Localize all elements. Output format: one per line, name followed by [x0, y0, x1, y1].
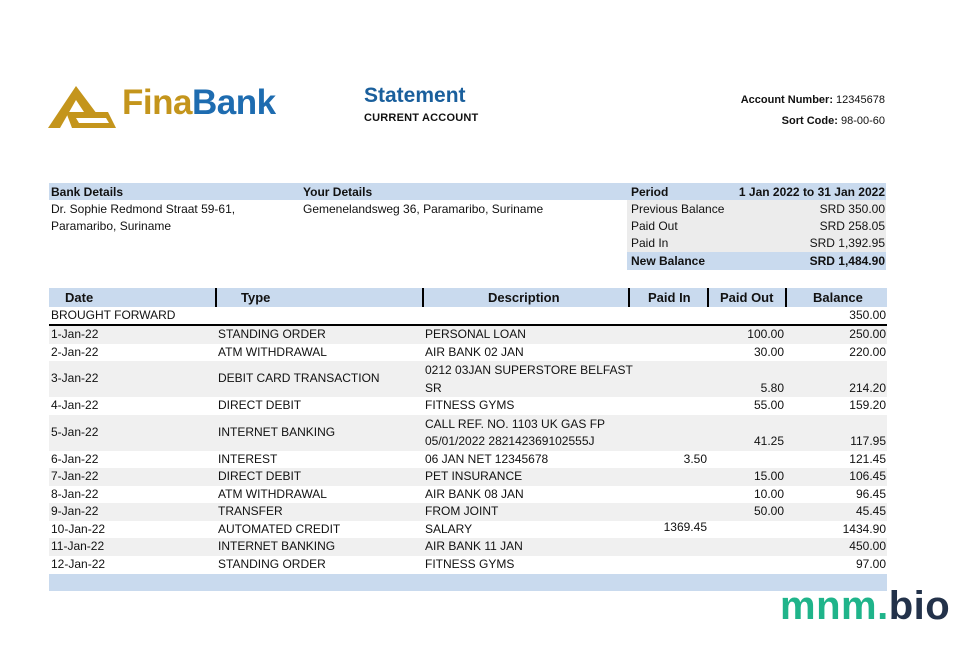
- cell-description: AIR BANK 08 JAN: [425, 486, 524, 501]
- cell-date: 8-Jan-22: [51, 486, 99, 501]
- cell-paid-out: 50.00: [753, 504, 784, 518]
- cell-date: 7-Jan-22: [51, 469, 99, 483]
- cell-paid-out: 55.00: [753, 398, 784, 412]
- cell-paid-out: 41.25: [753, 434, 784, 448]
- cell-date: 12-Jan-22: [51, 556, 106, 571]
- cell-type: DIRECT DEBIT: [218, 398, 302, 412]
- cell-type: ATM WITHDRAWAL: [218, 344, 327, 359]
- table-row: [49, 556, 887, 574]
- cell-description: FITNESS GYMS: [425, 556, 515, 571]
- period-value: 1 Jan 2022 to 31 Jan 2022: [738, 185, 885, 199]
- statement-title: Statement: [364, 84, 466, 107]
- watermark: [780, 581, 950, 631]
- finabank-logo: [46, 80, 296, 130]
- table-footer-bar: [49, 574, 887, 591]
- cell-description: AIR BANK 11 JAN: [425, 539, 523, 553]
- cell-type: AUTOMATED CREDIT: [218, 521, 341, 536]
- column-divider: [785, 288, 787, 307]
- cell-description: FITNESS GYMS: [425, 398, 515, 412]
- cell-type: ATM WITHDRAWAL: [218, 486, 327, 501]
- statement-title-block: [364, 84, 478, 124]
- cell-balance: 250.00: [849, 327, 886, 341]
- cell-description: AIR BANK 02 JAN: [425, 344, 524, 359]
- cell-date: 9-Jan-22: [51, 504, 99, 518]
- cell-paid-out: 100.00: [747, 327, 784, 341]
- cell-description-line2: SR: [425, 380, 442, 395]
- column-header-date: Date: [65, 290, 94, 305]
- paid-out-value: SRD 258.05: [819, 219, 885, 233]
- cell-description-line2: 05/01/2022 282142369102555J: [425, 434, 595, 448]
- account-number-line: [741, 90, 885, 111]
- table-row: [49, 503, 887, 521]
- cell-description: FROM JOINT: [425, 504, 499, 518]
- cell-paid-out: 10.00: [753, 486, 784, 501]
- column-divider: [422, 288, 424, 307]
- cell-description: PET INSURANCE: [425, 469, 523, 483]
- column-divider: [707, 288, 709, 307]
- your-address: Gemenelandsweg 36, Paramaribo, Suriname: [303, 202, 544, 216]
- logo-wordmark: [122, 82, 276, 124]
- cell-type: DIRECT DEBIT: [218, 469, 302, 483]
- bank-details-label: Bank Details: [51, 185, 124, 199]
- cell-balance: 121.45: [849, 451, 886, 466]
- bank-address-line1: Dr. Sophie Redmond Straat 59-61,: [51, 202, 236, 216]
- sort-code-line: [741, 111, 885, 132]
- brought-forward-row: [49, 307, 887, 324]
- cell-paid-in: 1369.45: [663, 519, 707, 534]
- table-row: [49, 486, 887, 504]
- cell-description: 0212 03JAN SUPERSTORE BELFAST: [425, 363, 633, 377]
- cell-paid-in: 3.50: [683, 451, 707, 466]
- table-row: [49, 538, 887, 556]
- cell-balance: 220.00: [849, 344, 886, 359]
- column-header-paid-in: Paid In: [648, 290, 691, 305]
- table-row: [49, 451, 887, 469]
- cell-balance: 450.00: [849, 539, 886, 553]
- previous-balance-value: SRD 350.00: [819, 202, 885, 216]
- column-header-balance: Balance: [813, 290, 863, 305]
- column-header-type: Type: [241, 290, 271, 305]
- cell-balance: 96.45: [855, 486, 886, 501]
- table-row: [49, 361, 887, 397]
- table-row: [49, 397, 887, 415]
- cell-balance: 45.45: [855, 504, 886, 518]
- cell-type: INTERNET BANKING: [218, 539, 336, 553]
- paid-in-value: SRD 1,392.95: [809, 236, 885, 250]
- cell-paid-out: 5.80: [760, 380, 784, 395]
- watermark-part1: mnm.: [780, 584, 889, 628]
- table-row: [49, 344, 887, 362]
- cell-date: 11-Jan-22: [51, 539, 105, 553]
- sort-code-value: 98-00-60: [840, 115, 885, 127]
- cell-date: 10-Jan-22: [51, 521, 106, 536]
- cell-balance: 1434.90: [842, 521, 886, 536]
- cell-date: 1-Jan-22: [51, 327, 99, 341]
- cell-type: TRANSFER: [218, 504, 283, 518]
- cell-balance: 214.20: [849, 380, 886, 395]
- paid-out-label: Paid Out: [631, 219, 678, 233]
- cell-balance: 117.95: [850, 434, 886, 448]
- cell-paid-out: 30.00: [753, 344, 784, 359]
- new-balance-value: SRD 1,484.90: [809, 254, 885, 268]
- column-divider: [628, 288, 630, 307]
- account-info: [741, 90, 885, 132]
- cell-type: STANDING ORDER: [218, 556, 326, 571]
- cell-paid-out: 15.00: [753, 469, 784, 483]
- sort-code-label: Sort Code:: [781, 115, 838, 127]
- column-header-paid-out: Paid Out: [720, 290, 774, 305]
- brought-forward-label: BROUGHT FORWARD: [51, 308, 176, 322]
- logo-text-bank: Bank: [191, 83, 276, 122]
- cell-type: INTERNET BANKING: [218, 424, 336, 439]
- cell-date: 4-Jan-22: [51, 398, 99, 412]
- previous-balance-label: Previous Balance: [631, 202, 725, 216]
- account-number-value: 12345678: [836, 94, 885, 106]
- cell-type: STANDING ORDER: [218, 327, 326, 341]
- cell-date: 2-Jan-22: [51, 344, 99, 359]
- cell-type: INTEREST: [218, 451, 278, 466]
- bank-roof-icon: [46, 82, 122, 130]
- period-label: Period: [631, 185, 669, 199]
- account-number-label: Account Number:: [740, 94, 833, 106]
- cell-date: 6-Jan-22: [51, 451, 99, 466]
- cell-type: DEBIT CARD TRANSACTION: [218, 371, 380, 385]
- column-header-description: Description: [488, 290, 560, 305]
- cell-balance: 97.00: [855, 556, 886, 571]
- paid-in-label: Paid In: [631, 236, 669, 250]
- column-divider: [215, 288, 217, 307]
- table-row: [49, 468, 887, 486]
- watermark-part2: bio: [888, 584, 951, 628]
- logo-text-fina: Fina: [122, 83, 192, 122]
- your-details-label: Your Details: [303, 185, 373, 199]
- table-row: [49, 415, 887, 451]
- cell-description: PERSONAL LOAN: [425, 327, 526, 341]
- cell-balance: 159.20: [849, 398, 886, 412]
- brought-forward-balance: 350.00: [849, 308, 886, 322]
- cell-description: 06 JAN NET 12345678: [425, 451, 549, 466]
- cell-date: 5-Jan-22: [51, 424, 99, 439]
- cell-date: 3-Jan-22: [51, 371, 99, 385]
- bank-address-line2: Paramaribo, Suriname: [51, 219, 172, 233]
- cell-description: SALARY: [425, 521, 473, 536]
- table-row: [49, 326, 887, 344]
- cell-description: CALL REF. NO. 1103 UK GAS FP: [425, 416, 606, 431]
- new-balance-label: New Balance: [631, 254, 706, 268]
- table-row: [49, 521, 887, 539]
- cell-balance: 106.45: [849, 469, 886, 483]
- account-type: CURRENT ACCOUNT: [364, 112, 479, 124]
